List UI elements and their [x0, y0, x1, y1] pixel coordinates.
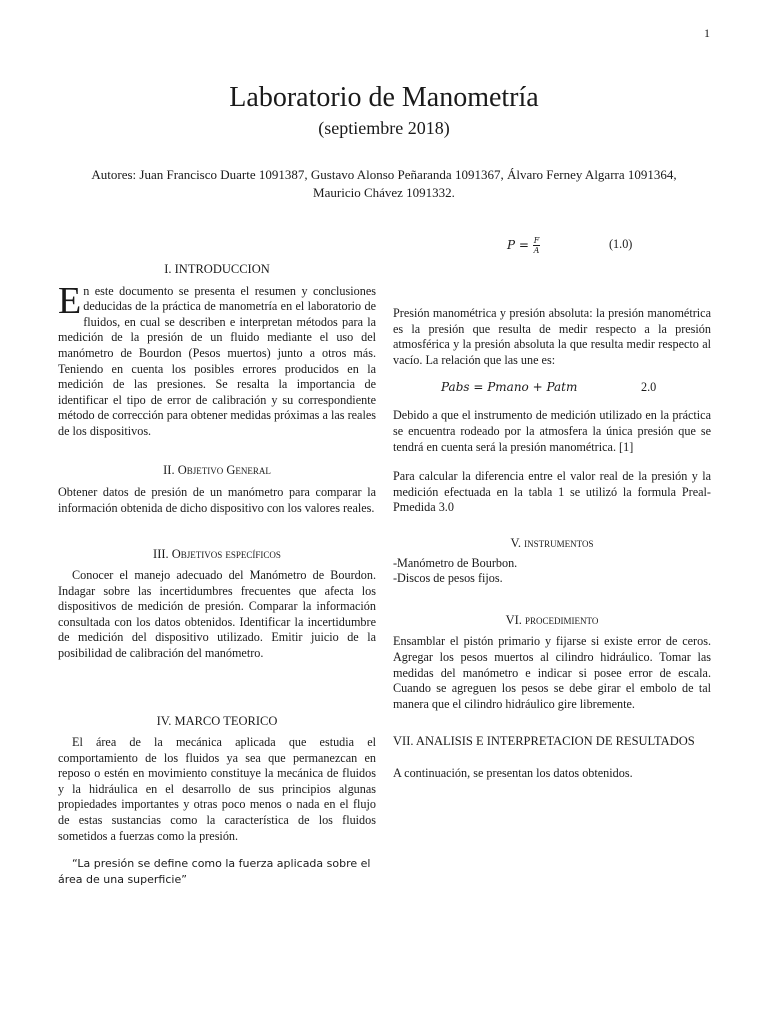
section-heading-instrumentos: V. instrumentos: [510, 535, 594, 550]
drop-cap: E: [58, 279, 82, 322]
section-heading-marco-teorico: IV. MARCO TEORICO: [156, 714, 278, 729]
equation-1-lhs: P =: [507, 238, 529, 252]
pressure-definition-quote: “La presión se define como la fuerza aplicada sobre el área de una superficie”: [58, 857, 371, 887]
debido-text: Debido a que el instrumento de medición utilizado en la práctica se encuentra rodeado por la atmosfera la única presión que se tendrá en cuenta será la presión manométrica. [1]: [393, 408, 711, 454]
paper-title: Laboratorio de Manometría: [229, 82, 539, 113]
procedimiento-text: Ensamblar el pistón primario y fijarse si existe error de ceros. Agregar los pesos muertos al cilindro hidráulico. Tomar las medidas del manómetro e indicar si posee error de escala. Cuando se agreguen los pesos se debe girar el embolo de tal manera que el cilindro hidráulico gire libremente.: [393, 634, 711, 711]
intro-text: n este documento se presenta el resumen y conclusiones deducidas de la práctica de manometría en el laboratorio de fluidos, en cual se describen e interpretan métodos para la medición de la presión de un fluido mediante el uso del manómetro de Bourdon (Pesos muertos) junto a otros más. Teniendo en cuenta los posibles errores producidos en la medición de las presiones. Se resalta la importancia de identificar el tipo de error de calibración y su correspondiente método de corrección para obtener medidas próximas a las reales de los dispositivos.: [58, 283, 376, 438]
objetivo-general-text: Obtener datos de presión de un manómetro para comparar la información obtenida de dicho dispositivo con los valores reales.: [58, 485, 376, 515]
section-heading-analisis: VII. ANALISIS E INTERPRETACION DE RESULTADOS: [393, 734, 695, 749]
paper-subtitle: (septiembre 2018): [318, 118, 450, 138]
marco-teorico-text: El área de la mecánica aplicada que estudia el comportamiento de los fluidos ya sea que permanezcan en reposo o estén en movimiento constituye la mecánica de fluidos y la hidráulica en el desarrollo de sus principios algunas propiedades importantes y otras poco menos o nada en el flujo de estas sustancias como la característica de los fluidos sometidos a fuerzas como la presión.: [58, 735, 376, 843]
instrument-item: -Manómetro de Bourbon.: [393, 555, 518, 570]
equation-1-number: (1.0): [609, 237, 633, 251]
analisis-text: A continuación, se presentan los datos obtenidos.: [393, 765, 633, 780]
authors-line: Autores: Juan Francisco Duarte 1091387, Gustavo Alonso Peñaranda 1091367, Álvaro Ferney Algarra 1091364, Mauricio Chávez 1091332.: [91, 167, 677, 200]
instrument-item: -Discos de pesos fijos.: [393, 571, 503, 586]
page-number: 1: [704, 26, 710, 40]
presion-manometrica-text: Presión manométrica y presión absoluta: la presión manométrica es la presión que resulta de medir respecto a la presión atmosférica y la presión absoluta la que resulta medir respecto al vacío. La relación que las une es:: [393, 306, 711, 367]
right-column: [393, 232, 711, 781]
section-heading-objetivos-especificos: III. Objetivos específicos: [153, 547, 281, 562]
equation-2-number: 2.0: [641, 380, 657, 395]
fraction-f-over-a: $\frac{F}{A}$: [533, 236, 540, 255]
objetivos-especificos-text: Conocer el manejo adecuado del Manómetro de Bourdon. Indagar sobre las incertidumbres frecuentes que afecta los dispositivos de medición de presión. Comparar la información consultada con los datos obtenidos. Identificar la incertidumbre de medición del dispositivo utilizado. Emitir juicio de la posibilidad de calibración del manómetro.: [58, 567, 376, 660]
equation-1: [393, 232, 711, 258]
section-heading-introduccion: I. INTRODUCCION: [164, 262, 270, 276]
equation-2: [393, 380, 711, 398]
intro-paragraph: [58, 279, 376, 440]
section-heading-procedimiento: VI. procedimiento: [505, 612, 599, 627]
left-column: [58, 232, 376, 888]
equation-2-expression: Pabs = Pmano + Patm: [441, 380, 578, 395]
section-heading-objetivo-general: II. Objetivo General: [163, 462, 271, 477]
formula-text: Para calcular la diferencia entre el valor real de la presión y la medición efectuada en la tabla 1 se utilizó la formula Preal-Pmedida 3.0: [393, 469, 711, 515]
